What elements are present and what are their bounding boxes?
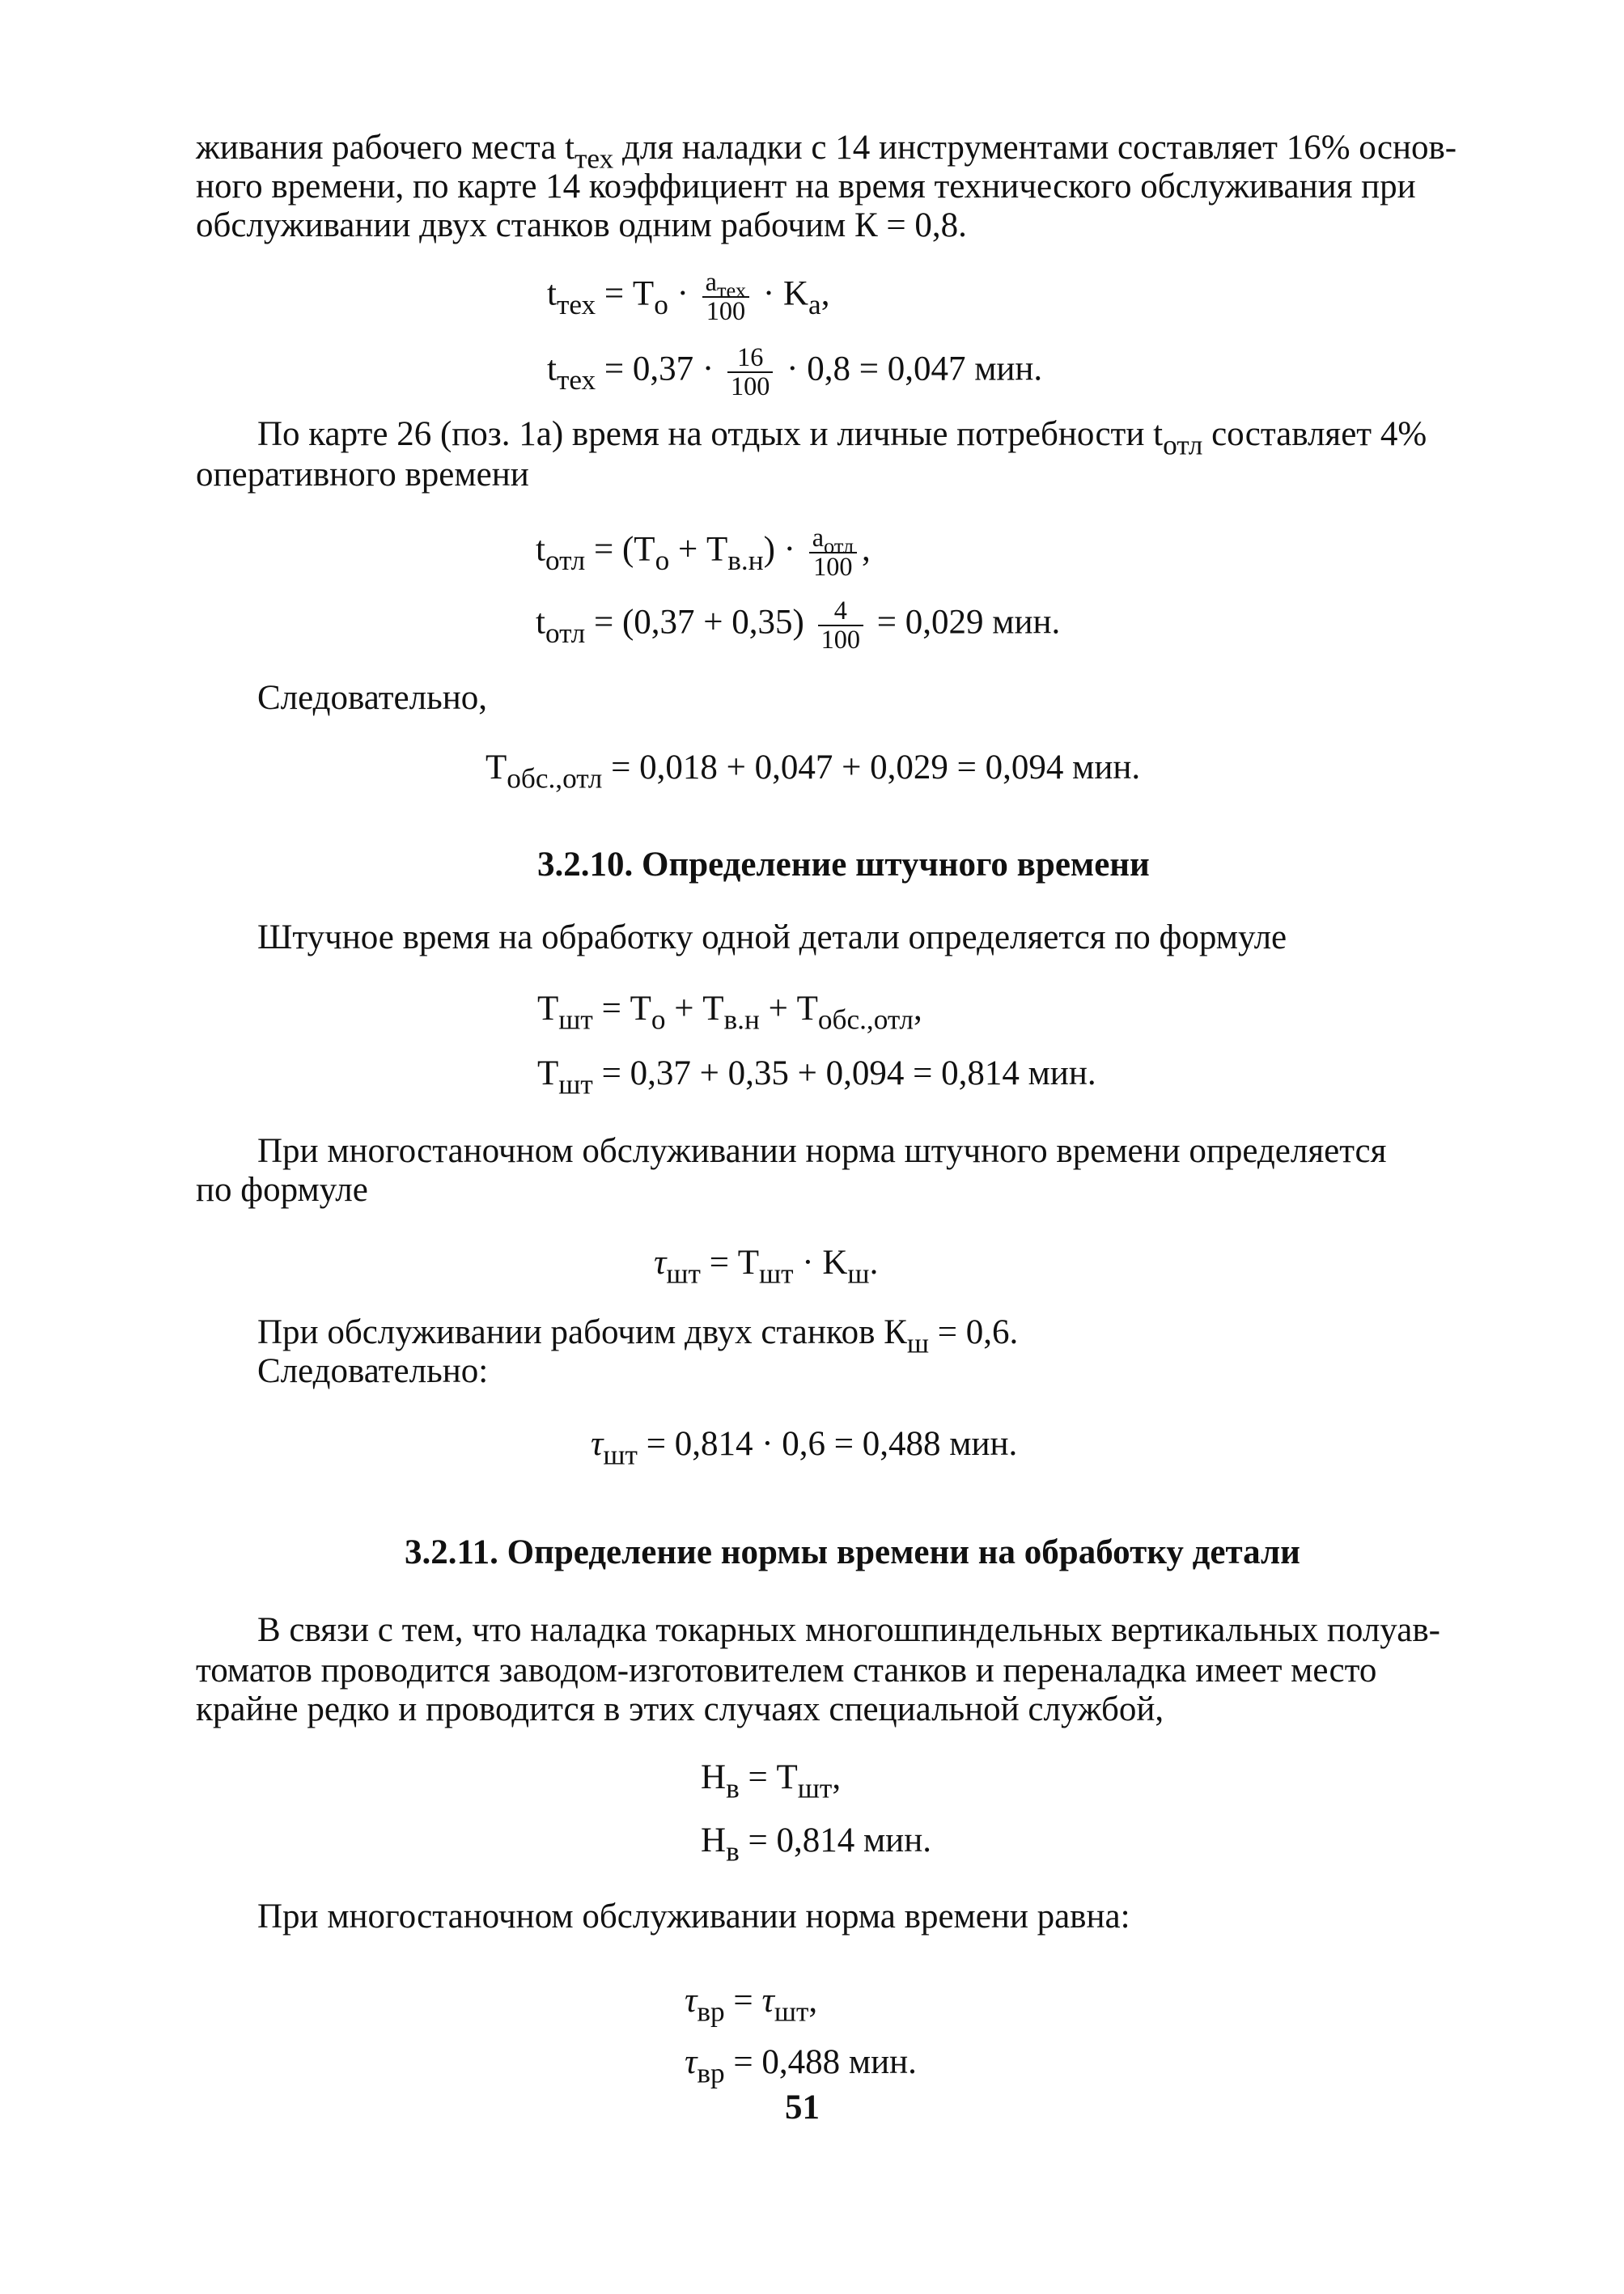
subscript: в.н [723, 1003, 760, 1036]
fraction [702, 269, 750, 325]
text-fragment: По карте 26 (поз. 1а) время на отдых и личные потребности t [257, 415, 1164, 453]
expression: = 0,018 + 0,047 + 0,029 = 0,094 мин. [602, 748, 1141, 787]
subscript: шт [558, 1003, 593, 1036]
symbol: τ [761, 1982, 774, 2020]
fraction [809, 524, 857, 581]
subscript: тех [556, 364, 596, 396]
formula-hv [701, 1758, 842, 1804]
section-3-2-11-line-3: крайне редко и проводится в этих случаях специальной службой, [196, 1690, 1164, 1728]
subscript: ш [906, 1327, 930, 1359]
section-3-2-10-intro: Штучное время на обработку одной детали определяется по формуле [257, 918, 1287, 956]
expression: = T [592, 990, 651, 1028]
section-3-2-11-line-1: В связи с тем, что наладка токарных многошпиндельных вертикальных полуав- [257, 1611, 1440, 1649]
subscript: шт [666, 1257, 701, 1290]
text-fragment: для наладки с 14 инструментами составляет 16% основ- [613, 129, 1457, 167]
symbol: τ [685, 2043, 698, 2081]
symbol: · K [754, 274, 809, 313]
multimachine-line-2: по формуле [196, 1171, 368, 1209]
subscript: шт [797, 1772, 833, 1804]
subscript: тех [716, 278, 747, 303]
denominator: 100 [706, 295, 746, 325]
subscript: тех [556, 289, 596, 321]
symbol: t [536, 603, 545, 642]
formula-tau-vr [685, 1981, 818, 2028]
punctuation: , [914, 990, 922, 1028]
subscript: о [654, 289, 668, 321]
text-fragment: живания рабочего места t [196, 129, 575, 167]
subscript: отл [545, 545, 586, 577]
expression: + T [759, 990, 818, 1028]
expression: + T [665, 990, 724, 1028]
fraction [727, 344, 773, 401]
punctuation: , [808, 1982, 818, 2020]
subscript: отл [1163, 429, 1203, 461]
formula-tsht [537, 989, 922, 1036]
symbol: τ [685, 1982, 698, 2020]
numerator: a [705, 267, 717, 296]
operator: · [668, 274, 698, 313]
subscript: шт [558, 1068, 593, 1100]
intro-line-1 [196, 128, 1457, 175]
formula-totl [536, 524, 871, 581]
formula-ttex [547, 269, 829, 325]
subscript: шт [774, 1995, 809, 2028]
denominator: 100 [813, 551, 853, 581]
symbol: T [537, 990, 559, 1028]
formula-tau-vr-value [685, 2042, 917, 2089]
expression: = (T [585, 530, 655, 569]
subscript: в [726, 1772, 740, 1804]
formula-tau-sht-value [591, 1424, 1018, 1471]
subscript: отл [824, 533, 854, 558]
subscript: шт [603, 1439, 638, 1471]
subscript: тех [575, 142, 614, 175]
norm-intro: При многостаночном обслуживании норма времени равна: [257, 1898, 1130, 1936]
subscript: a [808, 289, 821, 321]
subscript: о [655, 545, 670, 577]
numerator: a [812, 523, 825, 552]
denominator: 100 [820, 624, 860, 654]
symbol: T [537, 1054, 559, 1092]
symbol: H [701, 1821, 727, 1859]
expression: = 0,37 + 0,35 + 0,094 = 0,814 мин. [592, 1054, 1096, 1092]
expression: = 0,814 · 0,6 = 0,488 мин. [637, 1425, 1018, 1463]
expression: + T [669, 530, 728, 569]
fraction [818, 597, 863, 654]
formula-tobs [486, 748, 1141, 795]
section-3-2-11-line-2: томатов проводится заводом-изготовителем станков и переналадка имеет место [196, 1652, 1377, 1690]
numerator: 16 [727, 344, 773, 373]
symbol: τ [654, 1244, 667, 1282]
expression: = 0,029 мин. [868, 603, 1061, 642]
formula-tsht-value [537, 1054, 1096, 1100]
subscript: обс.,отл [507, 762, 603, 795]
rest-line-2: оперативного времени [196, 456, 529, 494]
text-fragment: составляет 4% [1202, 415, 1427, 453]
subscript: обс.,отл [817, 1003, 914, 1036]
expression: = T [739, 1758, 798, 1796]
subscript: в [726, 1835, 740, 1868]
formula-hv-value [701, 1821, 931, 1868]
symbol: t [536, 530, 545, 569]
formula-ttex-value [547, 344, 1042, 401]
expression: = T [700, 1244, 759, 1282]
expression: = (0,37 + 0,35) [585, 603, 813, 642]
page-number: 51 [785, 2088, 820, 2127]
symbol: H [701, 1758, 727, 1796]
section-heading-3-2-10: 3.2.10. Определение штучного времени [537, 846, 1150, 884]
subscript: вр [697, 1995, 725, 2028]
rest-line-1 [257, 414, 1427, 461]
multimachine-line-1: При многостаночном обслуживании норма штучного времени определяется [257, 1132, 1387, 1170]
numerator: 4 [818, 597, 863, 626]
ksh-line [257, 1312, 1019, 1359]
subscript: в.н [727, 545, 764, 577]
formula-tau-sht [654, 1243, 879, 1290]
subscript: шт [758, 1257, 794, 1290]
intro-line-2: ного времени, по карте 14 коэффициент на время технического обслуживания при [196, 167, 1416, 206]
expression: · 0,8 = 0,047 мин. [778, 350, 1043, 388]
section-heading-3-2-11: 3.2.11. Определение нормы времени на обработку детали [405, 1533, 1300, 1571]
expression: = 0,814 мин. [739, 1821, 931, 1859]
expression: · K [793, 1244, 848, 1282]
intro-line-3: обслуживании двух станков одним рабочим К = 0,8. [196, 206, 967, 244]
subscript: вр [697, 2057, 725, 2089]
consequently-1: Следовательно, [257, 679, 487, 717]
expression: = 0,488 мин. [724, 2043, 917, 2081]
subscript: отл [545, 617, 586, 650]
expression: ) · [763, 530, 804, 569]
punctuation: , [862, 530, 871, 569]
subscript: о [651, 1003, 666, 1036]
punctuation: , [832, 1758, 842, 1796]
symbol: = T [596, 274, 655, 313]
expression: = 0,37 · [596, 350, 723, 388]
symbol: t [547, 274, 557, 313]
subscript: ш [847, 1257, 870, 1290]
denominator: 100 [731, 371, 770, 401]
operator: = [724, 1982, 762, 2020]
formula-totl-value [536, 597, 1060, 654]
punctuation: . [869, 1244, 879, 1282]
punctuation: , [820, 274, 830, 313]
symbol: t [547, 350, 557, 388]
symbol: τ [591, 1425, 604, 1463]
text-fragment: = 0,6. [929, 1313, 1019, 1351]
consequently-2: Следовательно: [257, 1352, 489, 1390]
symbol: T [486, 748, 507, 787]
text-fragment: При обслуживании рабочим двух станков К [257, 1313, 907, 1351]
